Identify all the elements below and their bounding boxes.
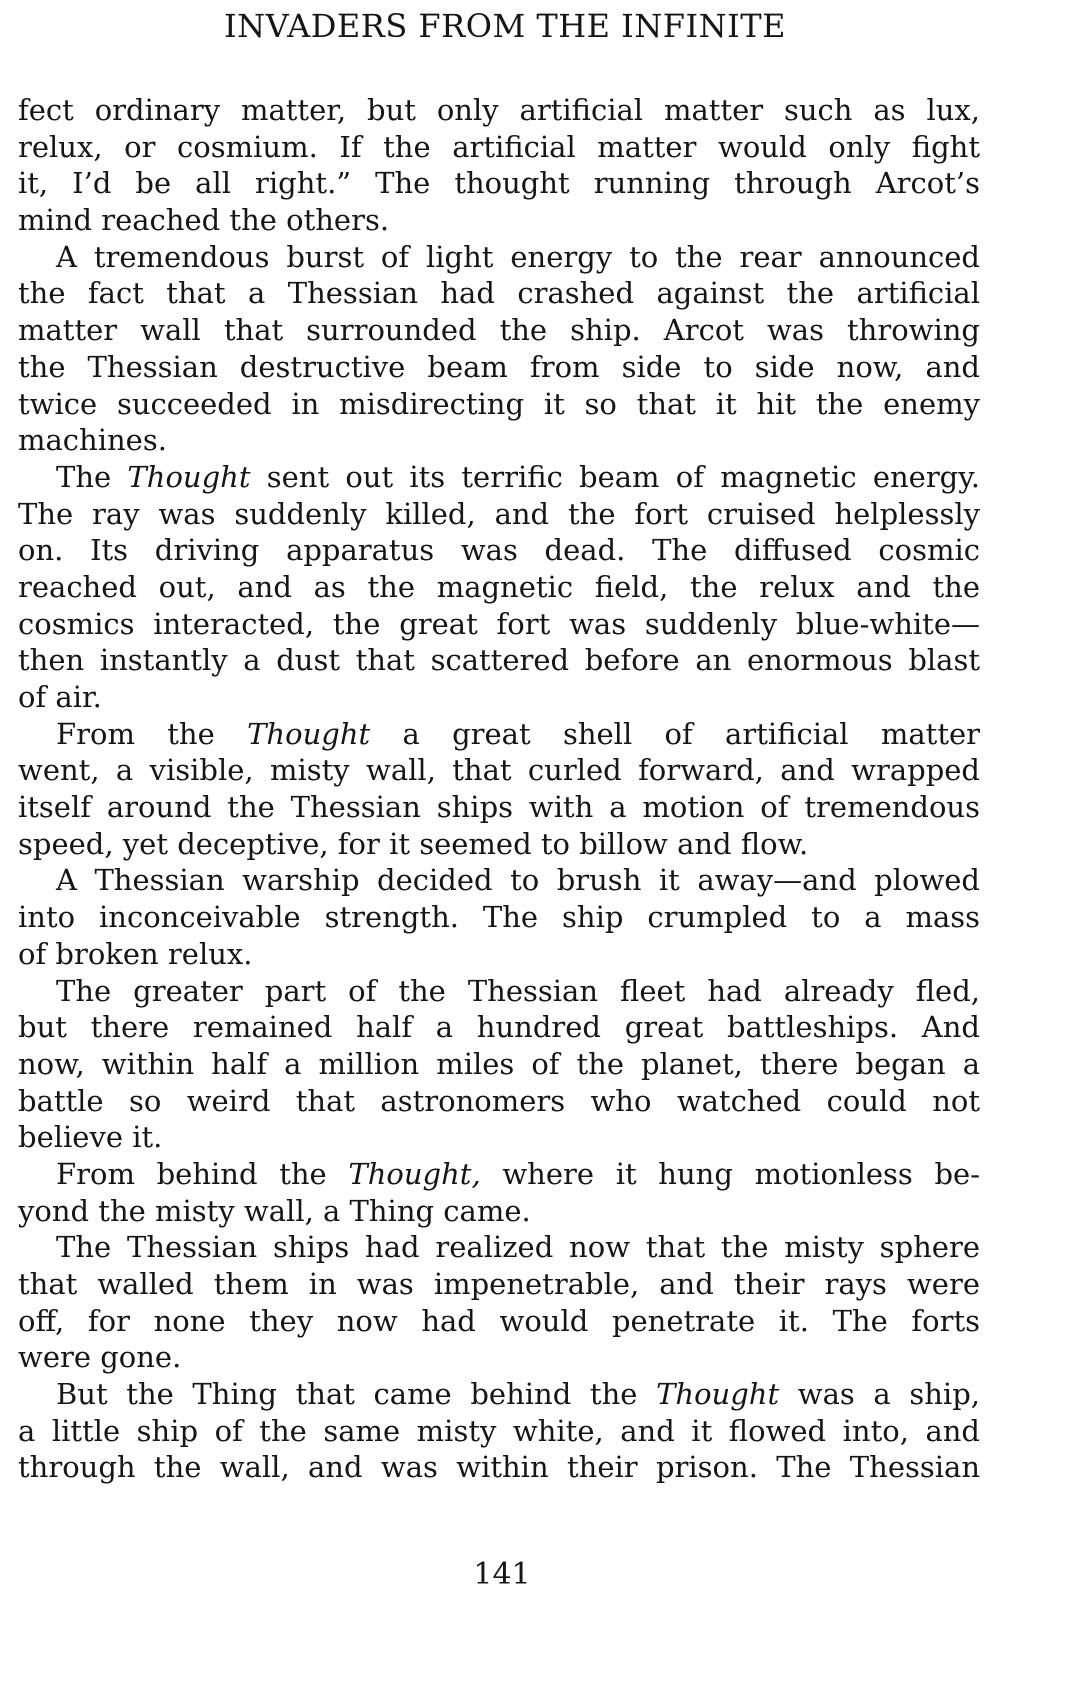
text-line (18, 569, 980, 606)
text-line (18, 1046, 980, 1083)
text-line (18, 386, 980, 423)
text-span: The Thessian ships had realized now that the misty sphere (56, 1230, 980, 1265)
text-line (18, 606, 980, 643)
text-line (18, 349, 980, 386)
text-line (18, 129, 980, 166)
text-span: machines. (18, 423, 167, 458)
text-span: cosmics interacted, the great fort was suddenly blue-white— (18, 606, 980, 641)
text-span: yond the misty wall, a Thing came. (18, 1193, 531, 1228)
text-line (18, 679, 980, 716)
text-line (18, 1156, 980, 1193)
text-line (18, 312, 980, 349)
text-line (18, 789, 980, 826)
text-span: believe it. (18, 1120, 163, 1155)
text-span: A Thessian warship decided to brush it away—and plowed (56, 863, 980, 898)
text-span: on. Its driving apparatus was dead. The diffused cosmic (18, 533, 980, 568)
text-line (18, 532, 980, 569)
text-line (18, 642, 980, 679)
page-number: 141 (473, 1557, 531, 1592)
text-span: now, within half a million miles of the planet, there began a (18, 1046, 980, 1081)
text-line (18, 936, 980, 973)
text-line (18, 459, 980, 496)
paragraph (18, 1376, 980, 1486)
paragraph (18, 973, 980, 1156)
text-span: twice succeeded in misdirecting it so that it hit the enemy (18, 386, 980, 421)
italic-text-span: Thought, (348, 1156, 481, 1191)
text-line (18, 1009, 980, 1046)
text-span: The greater part of the Thessian fleet had already fled, (56, 973, 980, 1008)
paragraph (18, 239, 980, 459)
text-line (18, 1119, 980, 1156)
text-span: went, a visible, misty wall, that curled forward, and wrapped (18, 753, 980, 788)
text-span: speed, yet deceptive, for it seemed to billow and flow. (18, 826, 809, 861)
text-line (18, 1083, 980, 1120)
text-span: The ray was suddenly killed, and the fort cruised helplessly (18, 496, 980, 531)
text-line (18, 862, 980, 899)
text-line (18, 92, 980, 129)
text-span: of broken relux. (18, 936, 253, 971)
text-span: sent out its terrific beam of magnetic energy. (250, 459, 980, 494)
text-span: that walled them in was impenetrable, and their rays were (18, 1267, 980, 1301)
text-span: the Thessian destructive beam from side to side now, and (18, 349, 980, 384)
body-text (18, 92, 980, 1486)
paragraph (18, 459, 980, 716)
text-span: mind reached the others. (18, 203, 390, 238)
text-line (18, 973, 980, 1010)
paragraph (18, 716, 980, 863)
text-line (18, 496, 980, 533)
text-span: From the (56, 716, 248, 751)
text-span: fect ordinary matter, but only artificial matter such as lux, (18, 93, 980, 127)
text-span: relux, or cosmium. If the artificial matter would only fight (18, 129, 980, 164)
text-span: A tremendous burst of light energy to the rear announced (56, 239, 980, 274)
text-span: a great shell of artificial matter (370, 716, 980, 751)
text-line (18, 422, 980, 459)
text-line (18, 826, 980, 863)
text-span: then instantly a dust that scattered before an enormous blast (18, 643, 980, 678)
text-line (18, 752, 980, 789)
paragraph (18, 862, 980, 972)
text-span: into inconceivable strength. The ship crumpled to a mass (18, 900, 980, 935)
text-span: was a ship, (779, 1377, 980, 1412)
text-line (18, 1413, 980, 1450)
text-line (18, 1193, 980, 1230)
text-span: the fact that a Thessian had crashed against the artificial (18, 276, 980, 311)
paragraph (18, 1229, 980, 1376)
text-line (18, 1303, 980, 1340)
text-span: where it hung motionless be- (480, 1156, 980, 1191)
text-span: it, I’d be all right.” The thought running through Arcot’s (18, 166, 980, 201)
text-span: itself around the Thessian ships with a motion of tremendous (18, 790, 980, 825)
text-line (18, 1339, 980, 1376)
text-line (18, 716, 980, 753)
text-span: But the Thing that came behind the (56, 1377, 657, 1412)
italic-text-span: Thought (247, 716, 371, 751)
text-line (18, 1376, 980, 1413)
text-line (18, 1266, 980, 1303)
text-span: but there remained half a hundred great battleships. And (18, 1010, 980, 1045)
text-line (18, 899, 980, 936)
text-span: matter wall that surrounded the ship. Arcot was throwing (18, 313, 980, 348)
text-line (18, 275, 980, 312)
paragraph (18, 92, 980, 239)
text-line (18, 1229, 980, 1266)
text-span: through the wall, and was within their prison. The Thessian (18, 1450, 980, 1485)
italic-text-span: Thought (656, 1377, 780, 1412)
text-line (18, 202, 980, 239)
text-span: reached out, and as the magnetic field, the relux and the (18, 569, 980, 604)
running-head-title: INVADERS FROM THE INFINITE (224, 7, 786, 45)
text-line (18, 165, 980, 202)
text-span: a little ship of the same misty white, and it flowed into, and (18, 1413, 980, 1448)
paragraph (18, 1156, 980, 1229)
text-line (18, 239, 980, 276)
italic-text-span: Thought (127, 459, 251, 494)
text-line (18, 1449, 980, 1486)
text-span: were gone. (18, 1340, 182, 1375)
text-span: From behind the (56, 1156, 349, 1191)
text-span: off, for none they now had would penetrate it. The forts (18, 1303, 980, 1338)
text-span: battle so weird that astronomers who watched could not (18, 1083, 980, 1118)
text-span: The (56, 459, 128, 494)
text-span: of air. (18, 680, 102, 714)
